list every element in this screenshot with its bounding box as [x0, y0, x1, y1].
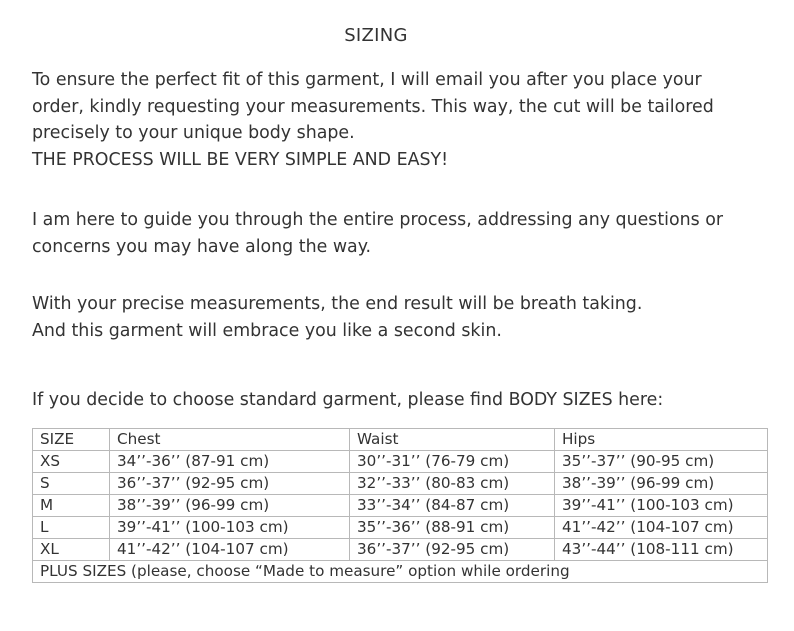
header-hips: Hips [555, 429, 768, 451]
waist-cell: 35’’-36’’ (88-91 cm) [350, 517, 555, 539]
text-line: To ensure the perfect fit of this garment, I will email you after you place your [32, 70, 702, 90]
size-cell: XS [33, 451, 110, 473]
table-row [33, 495, 768, 517]
size-cell: XL [33, 539, 110, 561]
waist-cell: 36’’-37’’ (92-95 cm) [350, 539, 555, 561]
table-footer-row [33, 561, 768, 583]
table-row [33, 473, 768, 495]
chest-cell: 34’’-36’’ (87-91 cm) [110, 451, 350, 473]
text-line: I am here to guide you through the entire process, addressing any questions or [32, 210, 724, 230]
text-line: concerns you may have along the way. [32, 236, 372, 257]
size-cell: M [33, 495, 110, 517]
size-cell: L [33, 517, 110, 539]
page-title: SIZING [344, 25, 408, 46]
header-waist: Waist [350, 429, 555, 451]
hips-cell: 39’’-41’’ (100-103 cm) [555, 495, 768, 517]
table-row [33, 451, 768, 473]
result-paragraph [32, 291, 772, 344]
plus-sizes-note: PLUS SIZES (please, choose “Made to measure” option while ordering [33, 561, 768, 583]
guide-paragraph [32, 207, 772, 260]
chest-cell: 38’’-39’’ (96-99 cm) [110, 495, 350, 517]
hips-cell: 35’’-37’’ (90-95 cm) [555, 451, 768, 473]
chest-cell: 41’’-42’’ (104-107 cm) [110, 539, 350, 561]
waist-cell: 33’’-34’’ (84-87 cm) [350, 495, 555, 517]
table-intro: If you decide to choose standard garment, please find BODY SIZES here: [32, 390, 664, 410]
text-line: And this garment will embrace you like a second skin. [32, 320, 502, 341]
chest-cell: 39’’-41’’ (100-103 cm) [110, 517, 350, 539]
table-row [33, 517, 768, 539]
size-table [32, 428, 768, 583]
hips-cell: 38’’-39’’ (96-99 cm) [555, 473, 768, 495]
header-chest: Chest [110, 429, 350, 451]
text-line: order, kindly requesting your measurements. This way, the cut will be tailored [32, 96, 714, 117]
chest-cell: 36’’-37’’ (92-95 cm) [110, 473, 350, 495]
waist-cell: 30’’-31’’ (76-79 cm) [350, 451, 555, 473]
waist-cell: 32’’-33’’ (80-83 cm) [350, 473, 555, 495]
header-size: SIZE [33, 429, 110, 451]
table-row [33, 539, 768, 561]
text-line: With your precise measurements, the end result will be breath taking. [32, 294, 643, 314]
hips-cell: 41’’-42’’ (104-107 cm) [555, 517, 768, 539]
text-line: THE PROCESS WILL BE VERY SIMPLE AND EASY! [32, 149, 449, 170]
table-header-row [33, 429, 768, 451]
text-line: precisely to your unique body shape. [32, 123, 355, 143]
hips-cell: 43’’-44’’ (108-111 cm) [555, 539, 768, 561]
fit-paragraph [32, 67, 772, 173]
size-cell: S [33, 473, 110, 495]
